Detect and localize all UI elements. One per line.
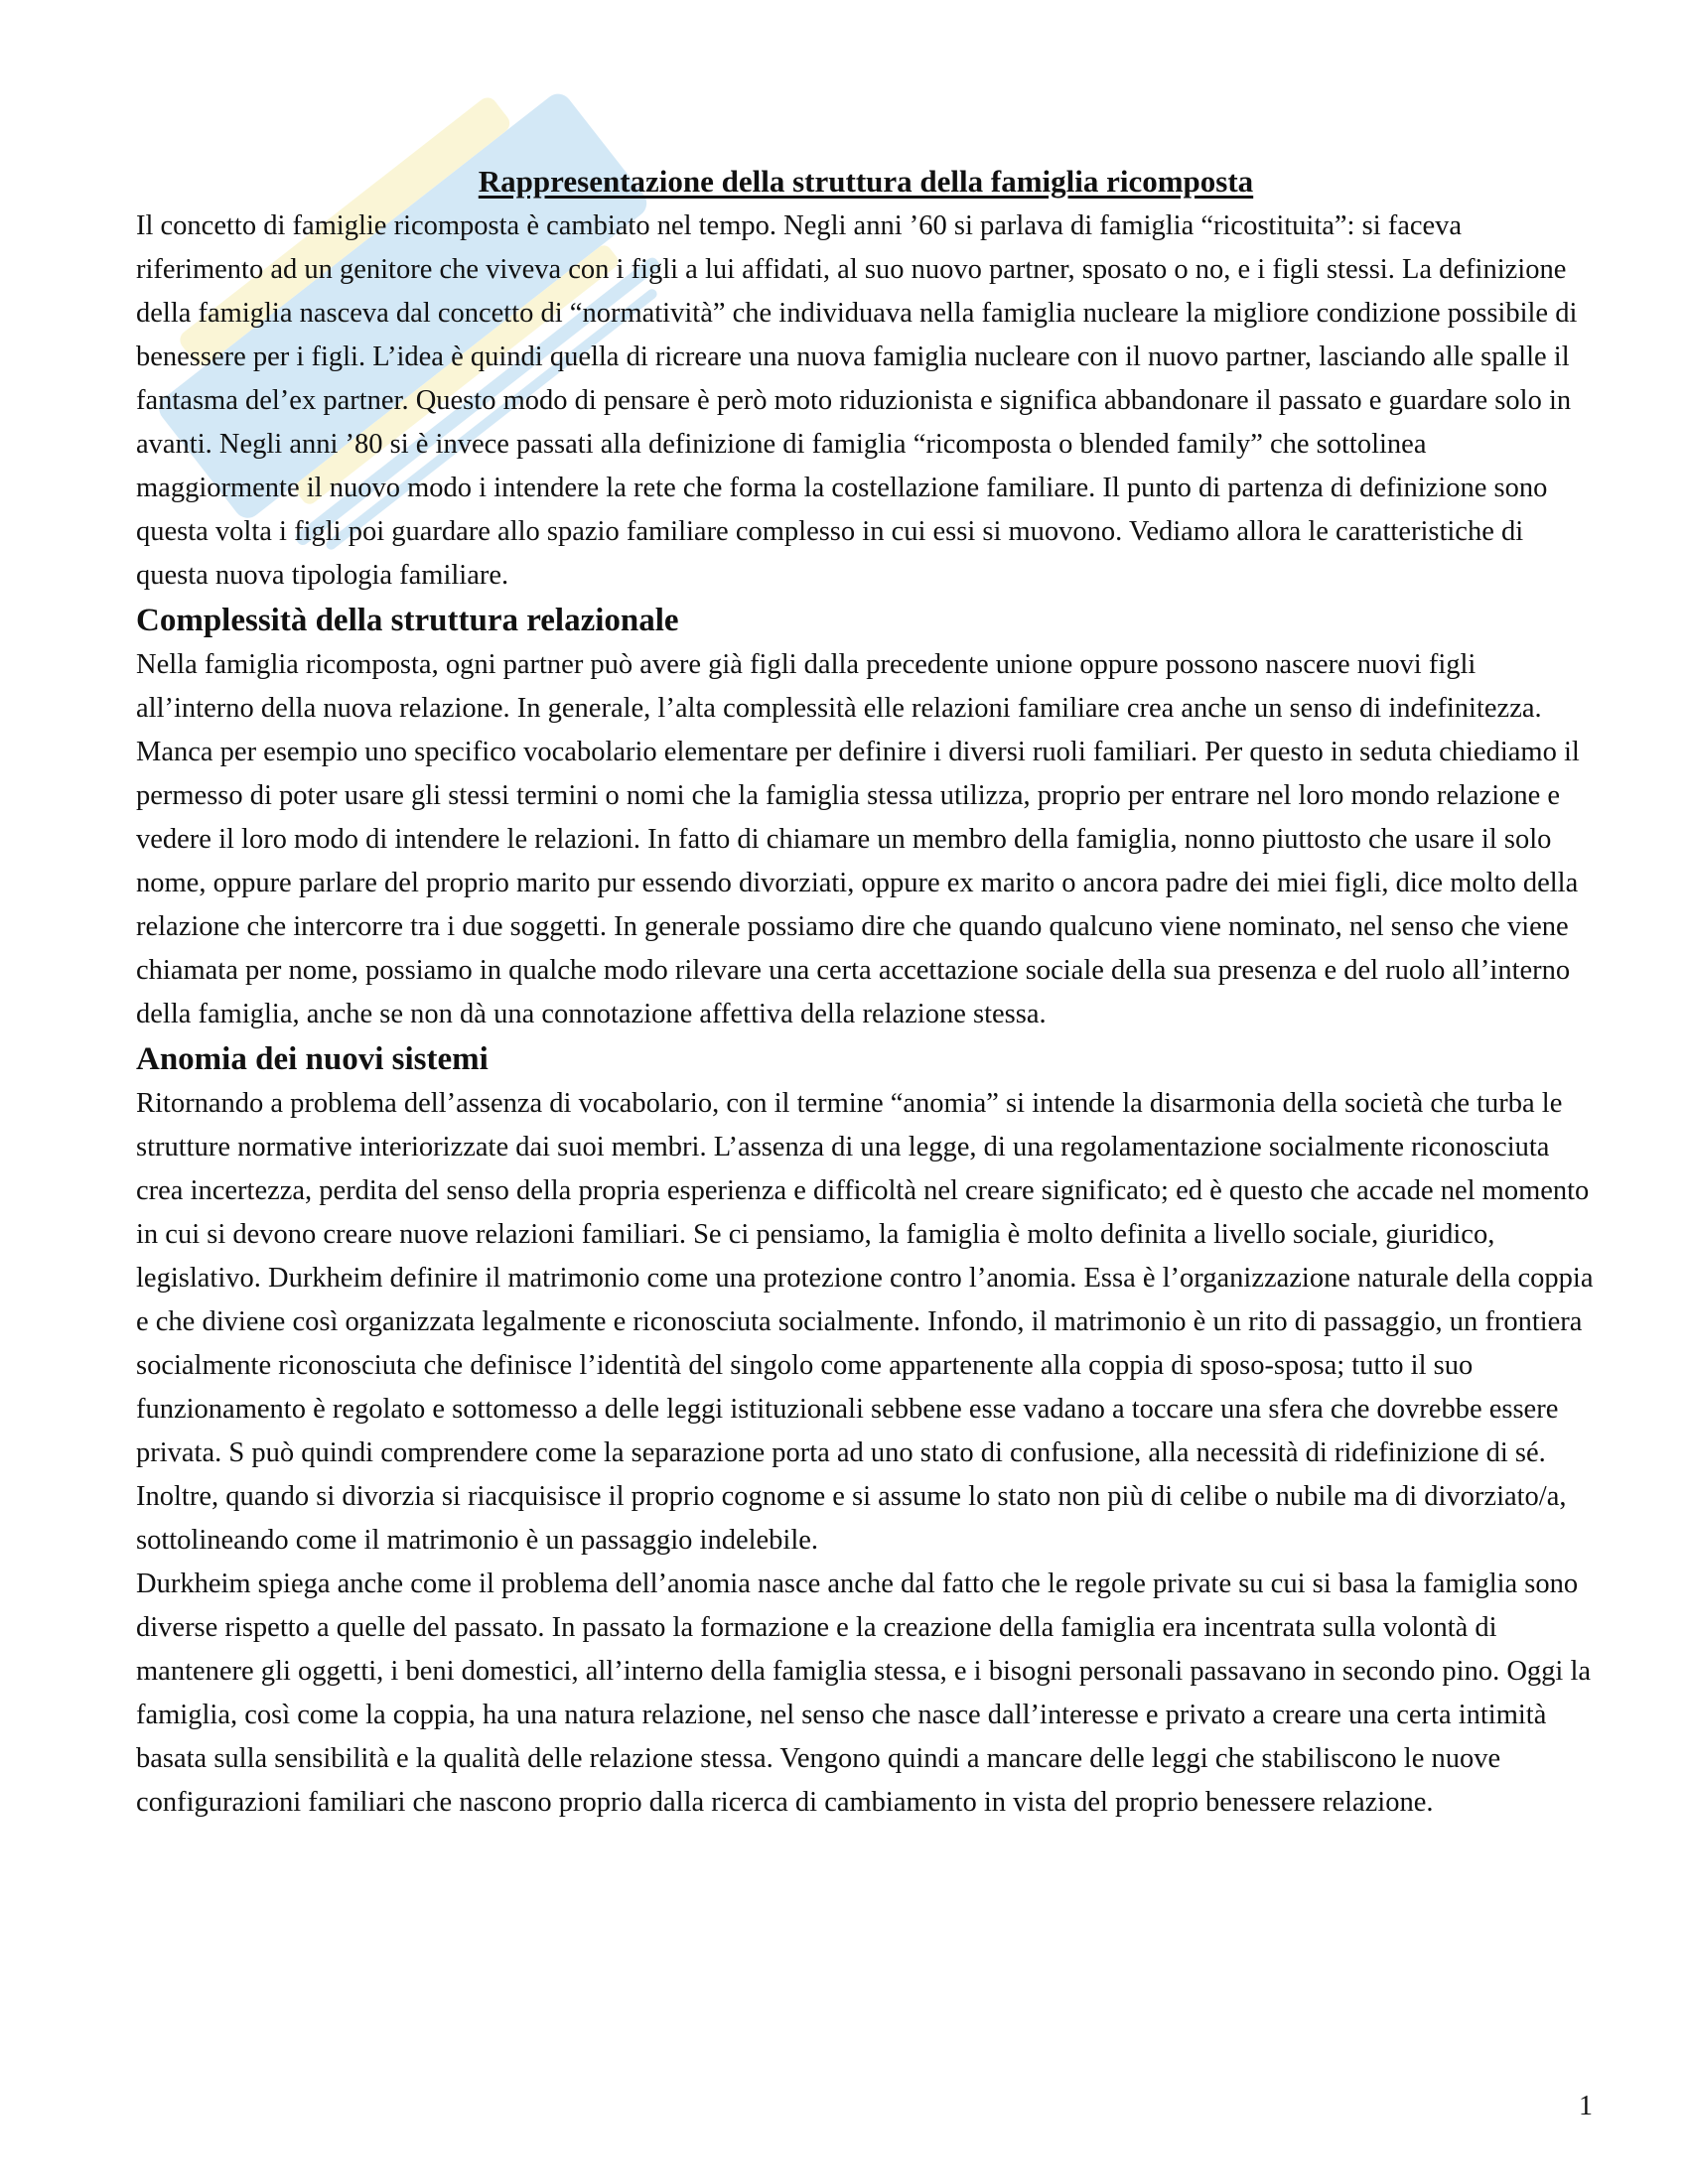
section-heading-complessita: Complessità della struttura relazionale <box>136 603 679 638</box>
section-paragraph: Nella famiglia ricomposta, ogni partner può avere già figli dalla precedente unione oppure possono nascere nuovi figli all’interno della nuova relazione. In generale, l’alta complessità elle relazioni familiare crea anche un senso di indefinitezza. Manca per esempio uno specifico vocabolario elementare per definire i diversi ruoli familiari. Per questo in seduta chiediamo il permesso di poter usare gli stessi termini o nomi che la famiglia stessa utilizza, proprio per entrare nel loro mondo relazione e vedere il loro modo di intendere le relazioni. In fatto di chiamare un membro della famiglia, nonno piuttosto che usare il solo nome, oppure parlare del proprio marito pur essendo divorziati, oppure ex marito o ancora padre dei miei figli, dice molto della relazione che intercorre tra i due soggetti. In generale possiamo dire che quando qualcuno viene nominato, nel senso che viene chiamata per nome, possiamo in qualche modo rilevare una certa accettazione sociale della sua presenza e del ruolo all’interno della famiglia, anche se non dà una connotazione affettiva della relazione stessa. <box>136 649 1580 1029</box>
document-title: Rappresentazione della struttura della famiglia ricomposta <box>478 164 1254 199</box>
intro-paragraph: Il concetto di famiglie ricomposta è cambiato nel tempo. Negli anni ’60 si parlava di famiglia “ricostituita”: si faceva riferimento ad un genitore che viveva con i figli a lui affidati, al suo nuovo partner, sposato o no, e i figli stessi. La definizione della famiglia nasceva dal concetto di “normatività” che individuava nella famiglia nucleare la migliore condizione possibile di benessere per i figli. L’idea è quindi quella di ricreare una nuova famiglia nucleare con il nuovo partner, lasciando alle spalle il fantasma del’ex partner. Questo modo di pensare è però moto riduzionista e significa abbandonare il passato e guardare solo in avanti. Negli anni ’80 si è invece passati alla definizione di famiglia “ricomposta o blended family” che sottolinea maggiormente il nuovo modo i intendere la rete che forma la costellazione familiare. Il punto di partenza di definizione sono questa volta i figli poi guardare allo spazio familiare complesso in cui essi si muovono. Vediamo allora le caratteristiche di questa nuova tipologia familiare. <box>136 210 1578 591</box>
section-paragraph: Durkheim spiega anche come il problema dell’anomia nasce anche dal fatto che le regole private su cui si basa la famiglia sono diverse rispetto a quelle del passato. In passato la formazione e la creazione della famiglia era incentrata sulla volontà di mantenere gli oggetti, i beni domestici, all’interno della famiglia stessa, e i bisogni personali passavano in secondo pino. Oggi la famiglia, così come la coppia, ha una natura relazione, nel senso che nasce dall’interesse e privato a creare una certa intimità basata sulla sensibilità e la qualità delle relazione stessa. Vengono quindi a mancare delle leggi che stabiliscono le nuove configurazioni familiari che nascono proprio dalla ricerca di cambiamento in vista del proprio benessere relazione. <box>136 1569 1592 1818</box>
section-paragraph: Ritornando a problema dell’assenza di vocabolario, con il termine “anomia” si intende la disarmonia della società che turba le strutture normative interiorizzate dai suoi membri. L’assenza di una legge, di una regolamentazione socialmente riconosciuta crea incertezza, perdita del senso della propria esperienza e difficoltà nel creare significato; ed è questo che accade nel momento in cui si devono creare nuove relazioni familiari. Se ci pensiamo, la famiglia è molto definita a livello sociale, giuridico, legislativo. Durkheim definire il matrimonio come una protezione contro l’anomia. Essa è l’organizzazione naturale della coppia e che diviene così organizzata legalmente e riconosciuta socialmente. Infondo, il matrimonio è un rito di passaggio, un frontiera socialmente riconosciuta che definisce l’identità del singolo come appartenente alla coppia di sposo-sposa; tutto il suo funzionamento è regolato e sottomesso a delle leggi istituzionali sebbene esse vadano a toccare una sfera che dovrebbe essere privata. S può quindi comprendere come la separazione porta ad uno stato di confusione, alla necessità di ridefinizione di sé. Inoltre, quando si divorzia si riacquisisce il proprio cognome e si assume lo stato non più di celibe o nubile ma di divorziato/a, sottolineando come il matrimonio è un passaggio indelebile. <box>136 1088 1594 1556</box>
section-heading-anomia: Anomia dei nuovi sistemi <box>136 1041 489 1077</box>
page-number: 1 <box>1579 2091 1593 2121</box>
document-page <box>136 161 1596 1825</box>
